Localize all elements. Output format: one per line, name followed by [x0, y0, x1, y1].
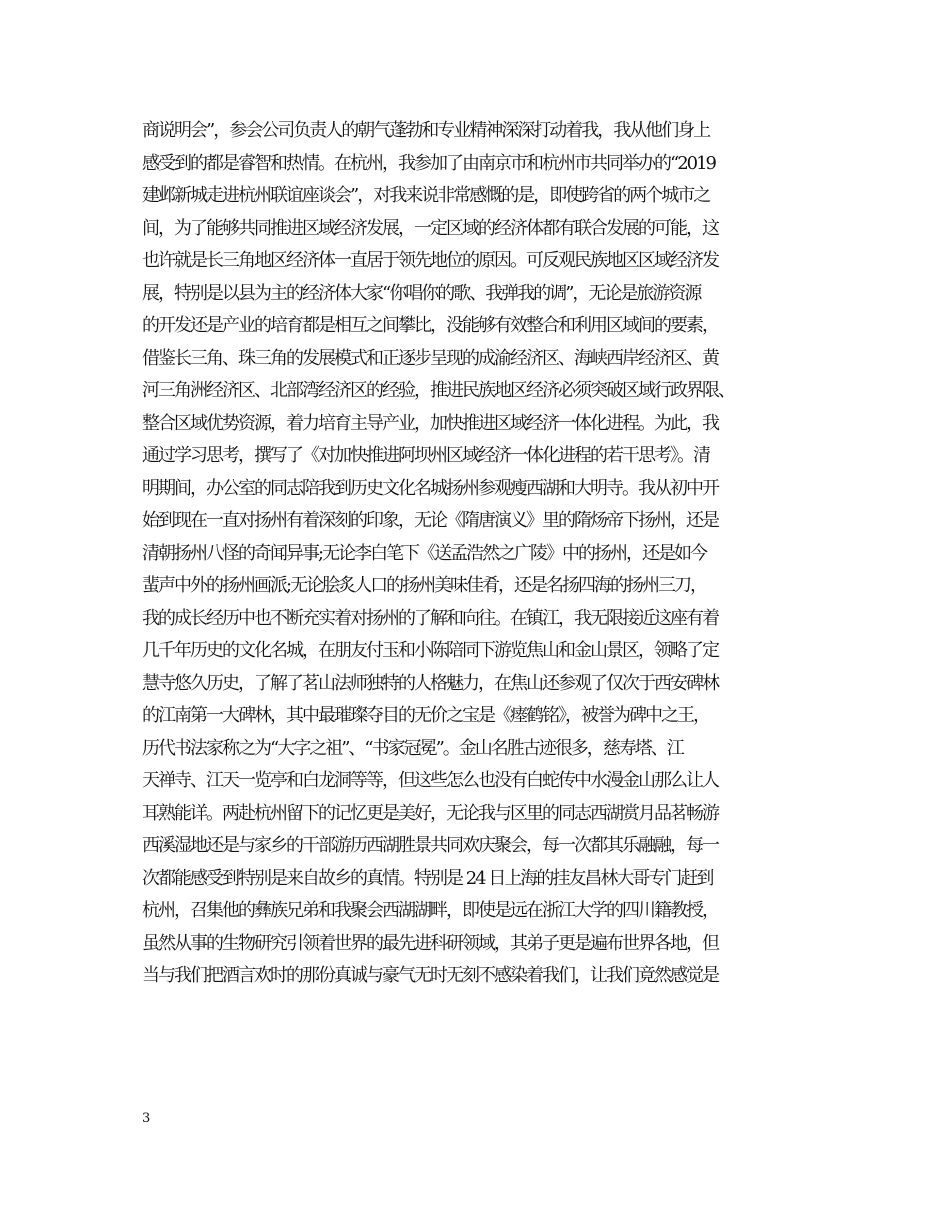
- text-line: 次都能感受到特别是来自故乡的真情。特别是 24 日上海的挂友昌林大哥专门赶到: [142, 867, 713, 889]
- text-line: 通过学习思考，撰写了《对加快推进阿坝州区域经济一体化进程的若干思考》。清: [142, 445, 709, 466]
- text-line: 耳熟能详。两赴杭州留下的记忆更是美好，无论我与区里的同志西湖赏月品茗畅游: [142, 802, 718, 824]
- text-line: 商说明会”，参会公司负责人的朝气蓬勃和专业精神深深打动着我，我从他们身上: [142, 120, 710, 141]
- text-line: 的开发还是产业的培育都是相互之间攀比，没能够有效整合和利用区域间的要素，: [142, 315, 718, 336]
- text-line: 的江南第一大碑林，其中最璀璨夺目的无价之宝是《瘗鹤铭》，被誉为碑中之王，: [142, 705, 709, 726]
- text-line: 明期间，办公室的同志陪我到历史文化名城扬州参观瘦西湖和大明寺。我从初中开: [142, 477, 718, 499]
- text-line: 借鉴长三角、珠三角的发展模式和正逐步呈现的成渝经济区、海峡西岸经济区、黄: [142, 347, 718, 369]
- text-line: 虽然从事的生物研究引领着世界的最先进科研领域，其弟子更是遍布世界各地，但: [142, 932, 718, 954]
- text-line: 感受到的都是睿智和热情。在杭州，我参加了由南京市和杭州市共同举办的“2019: [142, 152, 716, 174]
- text-line: 展，特别是以县为主的经济体大家“你唱你的歌、我弹我的调”，无论是旅游资源: [142, 282, 701, 304]
- text-line: 河三角洲经济区、北部湾经济区的经验，推进民族地区经济必须突破区域行政界限、: [142, 380, 734, 401]
- text-line: 慧寺悠久历史，了解了茗山法师独特的人格魅力，在焦山还参观了仅次于西安碑林: [142, 672, 718, 694]
- page-number: 3: [142, 1111, 151, 1126]
- text-line: 建邺新城走进杭州联谊座谈会”，对我来说非常感慨的是，即使跨省的两个城市之: [142, 185, 710, 206]
- text-line: 我的成长经历中也不断充实着对扬州的了解和向往。在镇江，我无限接近这座有着: [142, 607, 718, 629]
- text-line: 历代书法家称之为“大字之祖”、“书家冠冕”。金山名胜古迹很多，慈寿塔、江: [142, 737, 683, 759]
- text-line: 几千年历史的文化名城，在朋友付玉和小陈陪同下游览焦山和金山景区，领略了定: [142, 640, 718, 661]
- body-text: [142, 115, 842, 993]
- text-line: 间，为了能够共同推进区域经济发展，一定区域的经济体都有联合发展的可能，这: [142, 217, 718, 239]
- text-line: 蜚声中外的扬州画派;无论脍炙人口的扬州美味佳肴，还是名扬四海的扬州三刀，: [142, 575, 707, 596]
- text-line: 始到现在一直对扬州有着深刻的印象，无论《隋唐演义》里的隋炀帝下扬州，还是: [142, 510, 718, 531]
- text-line: 天禅寺、江天一览亭和白龙洞等等，但这些怎么也没有白蛇传中水漫金山那么让人: [142, 770, 718, 791]
- text-line: 杭州，召集他的彝族兄弟和我聚会西湖湖畔，即使是远在浙江大学的四川籍教授，: [142, 900, 718, 921]
- text-line: 清朝扬州八怪的奇闻异事;无论李白笔下《送孟浩然之广陵》中的扬州，还是如今: [142, 542, 707, 564]
- text-line: 西溪湿地还是与家乡的干部游历西湖胜景共同欢庆聚会，每一次都其乐融融，每一: [142, 835, 718, 856]
- text-line: 也许就是长三角地区经济体一直居于领先地位的原因。可反观民族地区区域经济发: [142, 250, 718, 271]
- text-line: 整合区域优势资源，着力培育主导产业，加快推进区域经济一体化进程。为此，我: [142, 412, 718, 434]
- text-line: 当与我们把酒言欢时的那份真诚与豪气无时无刻不感染着我们，让我们竟然感觉是: [142, 965, 718, 986]
